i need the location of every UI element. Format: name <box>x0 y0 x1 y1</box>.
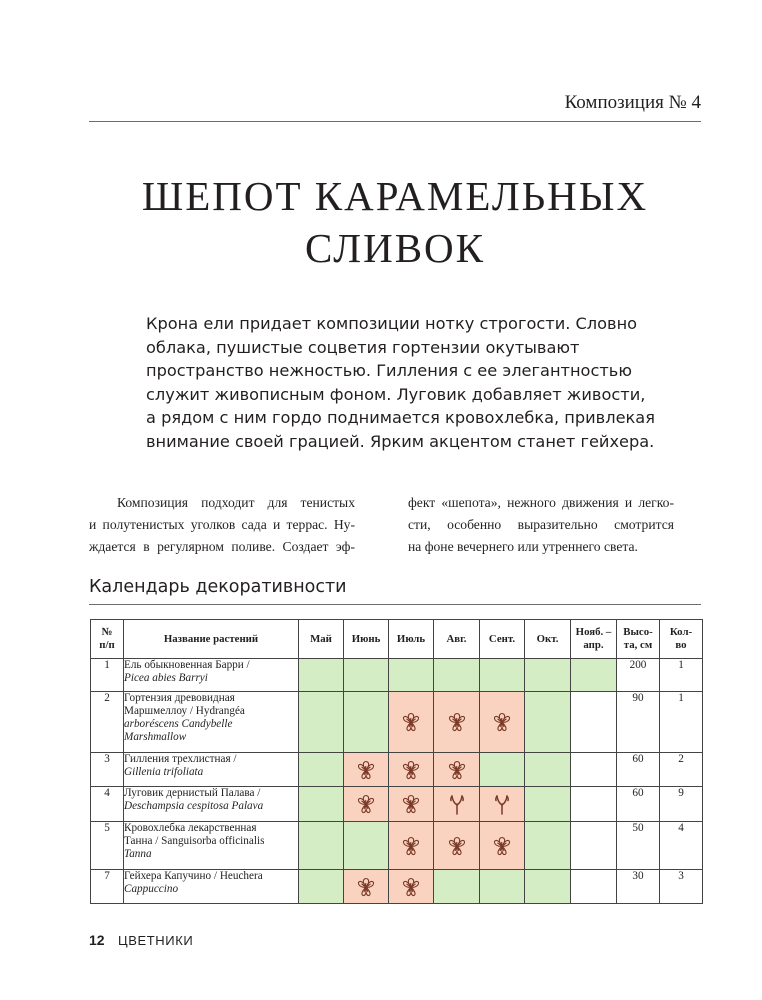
month-cell <box>571 870 617 904</box>
plant-height: 60 <box>617 787 660 822</box>
col-header-name: Название растений <box>124 620 299 659</box>
row-number: 7 <box>91 870 124 904</box>
month-cell <box>525 870 571 904</box>
month-cell <box>299 659 344 692</box>
month-cell <box>344 870 389 904</box>
flower-icon <box>353 793 379 815</box>
month-cell <box>344 787 389 822</box>
month-cell <box>434 870 480 904</box>
table-row <box>91 787 703 822</box>
month-cell <box>571 753 617 787</box>
month-cell <box>299 870 344 904</box>
month-cell <box>525 692 571 753</box>
month-cell <box>389 870 434 904</box>
month-cell <box>480 870 525 904</box>
table-header-row <box>91 620 703 659</box>
plant-quantity: 2 <box>660 753 703 787</box>
month-cell <box>299 822 344 870</box>
col-header-height: Высо- та, см <box>617 620 660 659</box>
month-cell <box>480 659 525 692</box>
plant-name: Гейхера Капучино / Heuchera Cappuccino <box>124 870 299 904</box>
page-title <box>89 170 701 274</box>
month-cell <box>525 753 571 787</box>
body-line: на фоне вечернего или утреннего света. <box>408 539 638 554</box>
calendar-divider <box>89 604 701 605</box>
row-number: 3 <box>91 753 124 787</box>
flower-icon <box>398 793 424 815</box>
month-cell <box>571 692 617 753</box>
decorativeness-calendar-table <box>90 619 703 904</box>
flower-icon <box>353 876 379 898</box>
table-row <box>91 822 703 870</box>
month-cell <box>434 787 480 822</box>
flower-icon <box>444 835 470 857</box>
month-cell <box>389 787 434 822</box>
month-cell <box>571 787 617 822</box>
body-line: сти, особенно выразительно смотрится <box>408 517 674 532</box>
flower-icon <box>398 759 424 781</box>
month-cell <box>434 659 480 692</box>
plant-height: 50 <box>617 822 660 870</box>
calendar-title: Календарь декоративности <box>89 577 347 597</box>
month-cell <box>344 822 389 870</box>
row-number: 2 <box>91 692 124 753</box>
month-cell <box>434 822 480 870</box>
plant-name: Кровохлебка лекарственная Танна / Sanguisorba officinalis Tanna <box>124 822 299 870</box>
intro-line: пространство нежностью. Гилления с ее элегантностью <box>146 361 632 381</box>
month-cell <box>480 753 525 787</box>
intro-paragraph <box>146 312 666 454</box>
page-number: 12 <box>89 932 105 948</box>
table-row <box>91 659 703 692</box>
plant-quantity: 9 <box>660 787 703 822</box>
col-header-nov-apr: Нояб. – апр. <box>571 620 617 659</box>
month-cell <box>525 659 571 692</box>
col-header-number: № п/п <box>91 620 124 659</box>
month-cell <box>389 822 434 870</box>
month-cell <box>480 692 525 753</box>
plant-name: Ель обыкновенная Барри / Picea abies Barryi <box>124 659 299 692</box>
flower-icon <box>444 711 470 733</box>
month-cell <box>299 753 344 787</box>
plant-name: Гилления трехлистная / Gillenia trifoliata <box>124 753 299 787</box>
plant-name: Луговик дернистый Палава / Deschampsia cespitosa Palava <box>124 787 299 822</box>
row-number: 1 <box>91 659 124 692</box>
month-cell <box>525 822 571 870</box>
plant-height: 90 <box>617 692 660 753</box>
plant-quantity: 3 <box>660 870 703 904</box>
flower-icon <box>489 711 515 733</box>
body-column-right <box>408 492 674 558</box>
row-number: 4 <box>91 787 124 822</box>
plant-height: 200 <box>617 659 660 692</box>
plant-quantity: 4 <box>660 822 703 870</box>
flower-icon <box>398 835 424 857</box>
plant-height: 30 <box>617 870 660 904</box>
table-row <box>91 753 703 787</box>
plant-quantity: 1 <box>660 659 703 692</box>
flower-icon <box>444 759 470 781</box>
month-cell <box>299 692 344 753</box>
table-row <box>91 870 703 904</box>
body-line: фект «шепота», нежного движения и легко- <box>408 495 674 510</box>
month-cell <box>571 659 617 692</box>
month-cell <box>344 692 389 753</box>
col-header-october: Окт. <box>525 620 571 659</box>
month-cell <box>480 822 525 870</box>
col-header-june: Июнь <box>344 620 389 659</box>
month-cell <box>525 787 571 822</box>
body-line: и полутенистых уголков сада и террас. Ну- <box>89 517 355 532</box>
intro-line: а рядом с ним гордо поднимается кровохлебка, привлекая <box>146 408 655 428</box>
plant-name: Гортензия древовидная Маршмеллоу / Hydrangéa arboréscens Candybelle Marshmallow <box>124 692 299 753</box>
flower-icon <box>398 876 424 898</box>
month-cell <box>344 659 389 692</box>
plant-height: 60 <box>617 753 660 787</box>
plant-quantity: 1 <box>660 692 703 753</box>
flower-icon <box>398 711 424 733</box>
flower-icon <box>353 759 379 781</box>
intro-line: служит живописным фоном. Луговик добавляет живости, <box>146 384 646 404</box>
table-row <box>91 692 703 753</box>
col-header-september: Сент. <box>480 620 525 659</box>
month-cell <box>480 787 525 822</box>
header-divider <box>89 121 701 122</box>
intro-line: Крона ели придает композиции нотку строгости. Словно <box>146 314 638 333</box>
month-cell <box>434 753 480 787</box>
flower-icon <box>489 835 515 857</box>
body-line: ждается в регулярном поливе. Создает эф- <box>89 539 355 554</box>
month-cell <box>389 692 434 753</box>
month-cell <box>389 659 434 692</box>
section-name: ЦВЕТНИКИ <box>118 933 194 948</box>
col-header-july: Июль <box>389 620 434 659</box>
row-number: 5 <box>91 822 124 870</box>
seed-head-icon <box>444 793 470 815</box>
col-header-august: Авг. <box>434 620 480 659</box>
page-title-line-2: СЛИВОК <box>304 225 486 271</box>
month-cell <box>299 787 344 822</box>
intro-line: внимание своей грацией. Ярким акцентом станет гейхера. <box>146 431 655 451</box>
seed-head-icon <box>489 793 515 815</box>
intro-line: облака, пушистые соцветия гортензии окутывают <box>146 337 580 357</box>
month-cell <box>434 692 480 753</box>
page-title-line-1: ШЕПОТ КАРАМЕЛЬНЫХ <box>141 173 649 219</box>
month-cell <box>389 753 434 787</box>
month-cell <box>571 822 617 870</box>
col-header-quantity: Кол- во <box>660 620 703 659</box>
col-header-may: Май <box>299 620 344 659</box>
month-cell <box>344 753 389 787</box>
composition-number: Композиция № 4 <box>564 92 701 113</box>
body-line: Композиция подходит для тенистых <box>117 495 355 510</box>
body-column-left <box>89 492 355 558</box>
